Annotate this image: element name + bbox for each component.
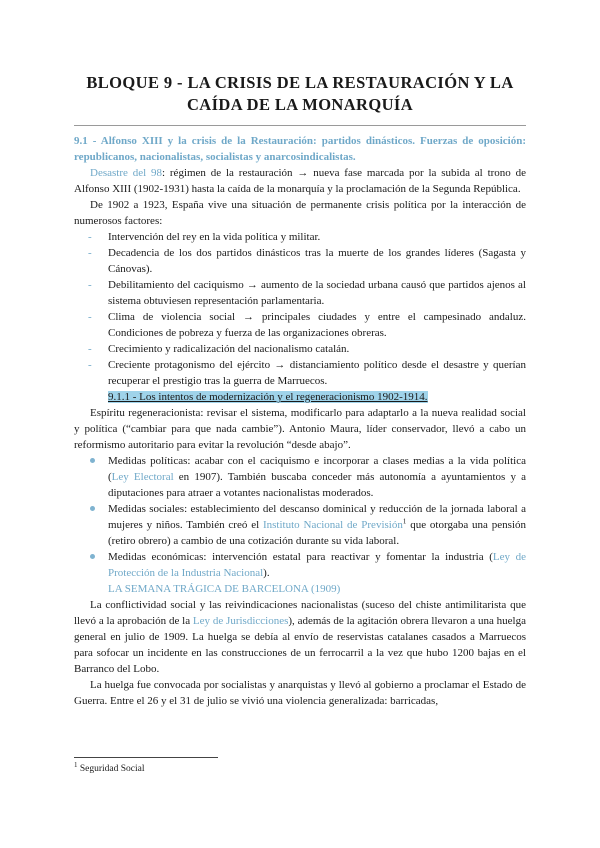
bullet-dot-icon — [90, 458, 95, 463]
dash-marker: - — [88, 247, 92, 259]
factors-list — [74, 229, 526, 389]
dash-marker: - — [88, 343, 92, 355]
list-item: - Creciente protagonismo del ejército → distanciamiento político desde el desastre y querían recuperar el prestigio tras la guerra de Marruecos. — [88, 359, 526, 387]
document-body — [74, 133, 526, 709]
dash-marker: - — [88, 279, 92, 291]
list-item-medidas-sociales: Medidas sociales: establecimiento del descanso dominical y reducción de la jornada laboral a mujeres y niños. También creó el Instituto Nacional de Previsión$^1$ que otorgaba una pensión (retiro obrero) a cambio de una cotización durante su vida laboral. — [74, 501, 526, 549]
list-item: - Decadencia de los dos partidos dinásticos tras la muerte de los grandes líderes (Sagasta y Cánovas). — [88, 247, 526, 275]
term-instituto-prevision: Instituto Nacional de Previsión — [262, 519, 403, 531]
footnote-text: Seguridad Social — [77, 764, 145, 774]
paragraph-huelga: La huelga fue convocada por socialistas y anarquistas y llevó al gobierno a proclamar el Estado de Guerra. Entre el 26 y el 31 de julio se vivió una violencia generalizada: barricadas, — [74, 679, 526, 707]
footnote-number: 1 — [74, 760, 78, 769]
term-ley-electoral: Ley Electoral — [111, 471, 174, 483]
semana-tragica-heading: LA SEMANA TRÁGICA DE BARCELONA (1909) — [108, 583, 341, 595]
term-ley-proteccion-industria: Ley de Protección de la Industria Nacional — [108, 551, 526, 579]
list-item: - Debilitamiento del caciquismo → aumento de la sociedad urbana causó que partidos ajenos al sistema obtuviesen representación parlamentaria. — [88, 279, 526, 307]
footnote-ref: 1 — [402, 517, 407, 526]
bullet-dot-icon — [90, 554, 95, 559]
subsection-9-1-1-heading: 9.1.1 - Los intentos de modernización y el regeneracionismo 1902-1914. — [108, 391, 428, 403]
bullet-dot-icon — [90, 506, 95, 511]
list-item-medidas-economicas: Medidas económicas: intervención estatal para reactivar y fomentar la industria (Ley de Protección de la Industria Nacional). — [74, 549, 526, 581]
dash-marker: - — [88, 311, 92, 323]
page-title — [74, 72, 526, 116]
paragraph-desastre — [74, 165, 526, 197]
paragraph-regeneracionismo: Espíritu regeneracionista: revisar el sistema, modificarlo para adaptarlo a la nueva realidad social y política (“cambiar para que nada cambie”). Antonio Maura, líder conservador, llevó a cabo un reformismo autoritario para evitar la revolución “desde abajo”. — [74, 407, 526, 451]
dash-marker: - — [88, 359, 92, 371]
paragraph-semana-tragica: La conflictividad social y las reivindicaciones nacionalistas (suceso del chiste antimilitarista que llevó a la aprobación de la Ley de Jurisdicciones), además de la agitación obrera llevaron a una huelga general en julio de 1909. La huelga se debía al envío de reservistas catalanes casados a Marruecos para sofocar un incidente en las construcciones de un ferrocarril a la vez que hubo 1200 bajas en el Barranco del Lobo. — [74, 599, 526, 675]
term-desastre-98: Desastre del 98 — [90, 167, 162, 179]
subsection-9-1-1 — [74, 389, 526, 405]
paragraph-text: : régimen de la restauración → nueva fase marcada por la subida al trono de Alfonso XIII (1902-1931) hasta la caída de la monarquía y la proclamación de la Segunda República. — [74, 167, 527, 195]
title-line-2: CAÍDA DE LA MONARQUÍA — [186, 95, 414, 114]
list-item: - Clima de violencia social → principales ciudades y entre el campesinado andaluz. Condiciones de pobreza y fuerza de las organizaciones obreras. — [88, 311, 526, 339]
list-item: - Crecimiento y radicalización del nacionalismo catalán. — [88, 343, 350, 355]
footnote-divider — [74, 757, 218, 758]
medidas-list — [74, 453, 526, 581]
term-ley-jurisdicciones: Ley de Jurisdicciones — [192, 615, 289, 627]
dash-marker: - — [88, 231, 92, 243]
title-line-1: BLOQUE 9 - LA CRISIS DE LA RESTAURACIÓN Y LA — [86, 73, 514, 92]
list-item: - Intervención del rey en la vida política y militar. — [88, 231, 321, 243]
paragraph-crisis: De 1902 a 1923, España vive una situación de permanente crisis política por la interacción de numerosos factores: — [74, 199, 526, 227]
list-item-medidas-politicas: Medidas políticas: acabar con el caciquismo e incorporar a clases medias a la vida política (Ley Electoral en 1907). También buscaba conceder más autonomía a ayuntamientos y a diputaciones para atraer a votantes nacionalistas moderados. — [74, 453, 526, 501]
footnote — [74, 760, 145, 775]
title-divider — [74, 125, 526, 126]
section-9-1-heading: 9.1 - Alfonso XIII y la crisis de la Restauración: partidos dinásticos. Fuerzas de oposición: republicanos, nacionalistas, socialistas y anarcosindicalistas. — [74, 135, 526, 163]
